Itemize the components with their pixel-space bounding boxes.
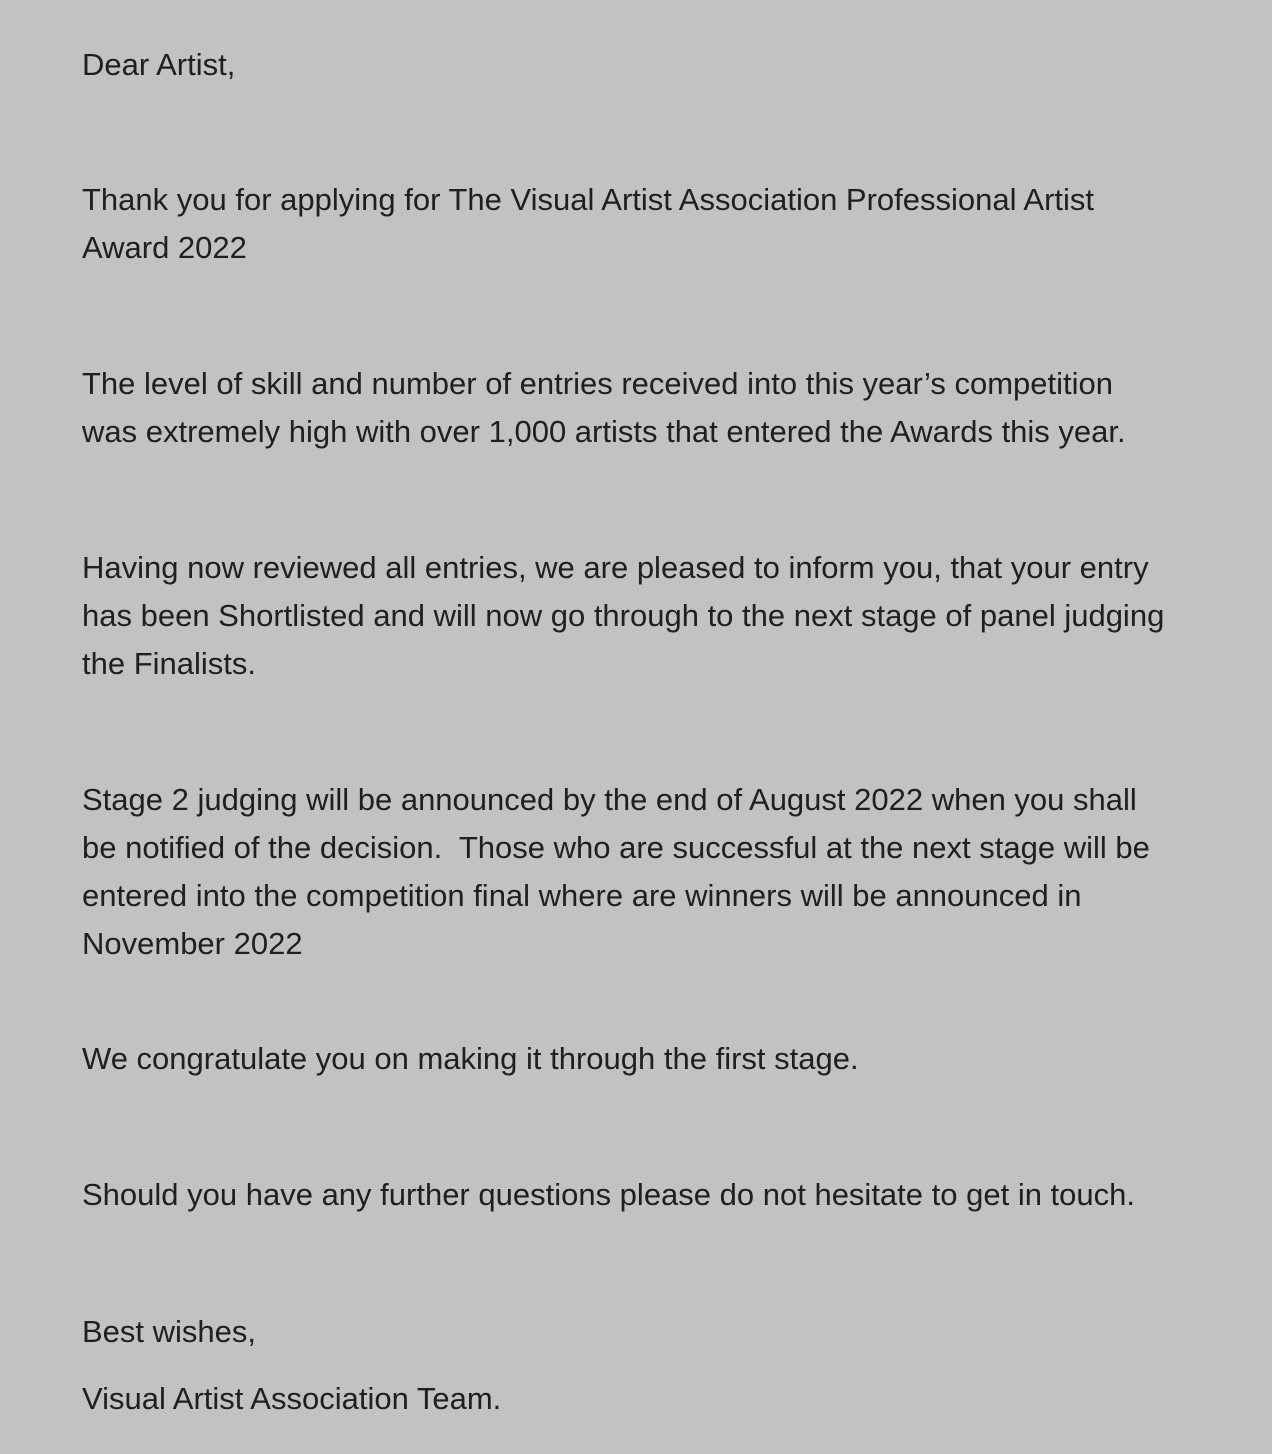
paragraph-line: entered into the competition final where are winners will be announced in bbox=[82, 878, 1082, 913]
paragraph-line: November 2022 bbox=[82, 926, 303, 961]
paragraph-application-thanks bbox=[82, 176, 1242, 272]
signature-text: Visual Artist Association Team. bbox=[82, 1381, 502, 1416]
paragraph-line: Stage 2 judging will be announced by the end of August 2022 when you shall bbox=[82, 782, 1137, 817]
paragraph-congratulations bbox=[82, 1035, 1242, 1083]
paragraph-line: was extremely high with over 1,000 artists that entered the Awards this year. bbox=[82, 414, 1126, 449]
paragraph-line: The level of skill and number of entries received into this year’s competition bbox=[82, 366, 1113, 401]
paragraph-line: Award 2022 bbox=[82, 230, 247, 265]
paragraph-line: Thank you for applying for The Visual Artist Association Professional Artist bbox=[82, 182, 1095, 217]
paragraph-line: the Finalists. bbox=[82, 646, 257, 681]
paragraph-entries-level bbox=[82, 360, 1242, 456]
paragraph-line: has been Shortlisted and will now go through to the next stage of panel judging bbox=[82, 598, 1165, 633]
closing bbox=[82, 1308, 1242, 1356]
paragraph-shortlisted bbox=[82, 544, 1242, 688]
salutation-text: Dear Artist, bbox=[82, 47, 236, 82]
paragraph-line: Having now reviewed all entries, we are pleased to inform you, that your entry bbox=[82, 550, 1149, 585]
paragraph-line: Should you have any further questions please do not hesitate to get in touch. bbox=[82, 1177, 1136, 1212]
signature bbox=[82, 1375, 1242, 1423]
salutation bbox=[82, 41, 1242, 89]
paragraph-line: We congratulate you on making it through the first stage. bbox=[82, 1041, 859, 1076]
paragraph-stage-two bbox=[82, 776, 1242, 968]
closing-text: Best wishes, bbox=[82, 1314, 257, 1349]
paragraph-line: be notified of the decision. Those who are successful at the next stage will be bbox=[82, 830, 1150, 865]
paragraph-questions bbox=[82, 1171, 1242, 1219]
